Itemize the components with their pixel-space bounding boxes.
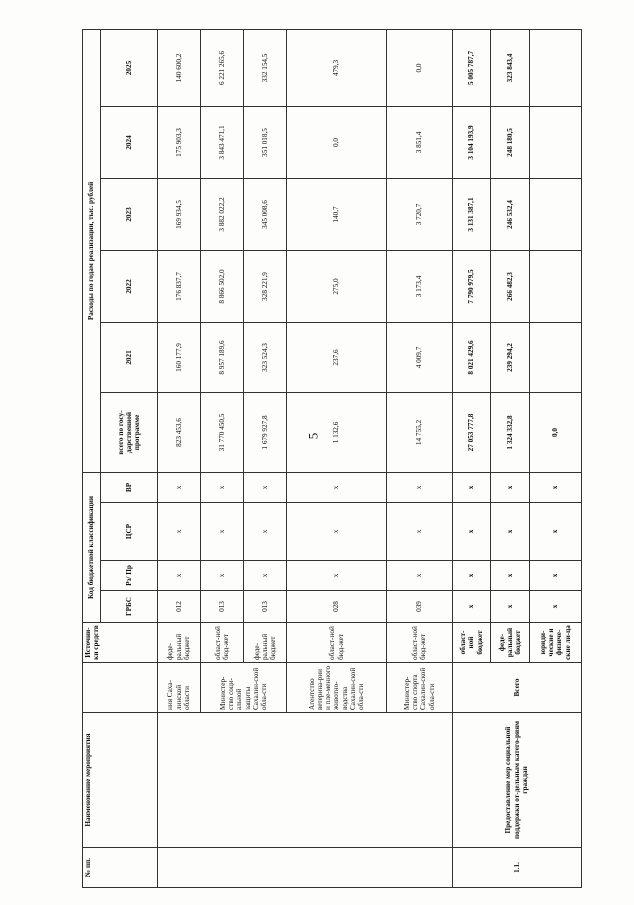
cell-executor: Агентство ветерина-рии и пле-менного животно-водства Сахалин-ской обла-сти (287, 663, 387, 713)
header-sources: Источни-ки средств (83, 623, 158, 663)
cell-vr: x (287, 472, 387, 502)
header-grbs: ГРБС (101, 591, 158, 623)
cell-rzpr: x (200, 561, 243, 591)
header-csr: ЦСР (101, 503, 158, 561)
cell-rzpr: x (491, 561, 530, 591)
cell-2025: 5 005 787,7 (452, 29, 491, 106)
cell-2022: 3 173,4 (386, 250, 452, 322)
cell-2025: 323 843,4 (491, 29, 530, 106)
cell-2023: 169 934,5 (157, 178, 200, 250)
cell-2022: 328 221,9 (244, 250, 287, 322)
cell-2025: 332 154,5 (244, 29, 287, 106)
cell-2021: 160 177,9 (157, 322, 200, 392)
cell-2024: 3 843 471,1 (200, 106, 243, 178)
cell-rzpr: x (529, 561, 581, 591)
cell-2021: 4 009,7 (386, 322, 452, 392)
cell-grbs: 039 (386, 591, 452, 623)
cell-total: 27 053 777,8 (452, 392, 491, 472)
header-year-2021: 2021 (101, 322, 158, 392)
cell-2025: 140 600,2 (157, 29, 200, 106)
cell-2024 (529, 106, 581, 178)
cell-2025: 479,3 (287, 29, 387, 106)
cell-grbs: 013 (244, 591, 287, 623)
cell-2021: 8 957 189,6 (200, 322, 243, 392)
header-year-2023: 2023 (101, 178, 158, 250)
cell-source: феде-ральный бюджет (491, 623, 530, 663)
cell-csr: x (491, 503, 530, 561)
header-executor (83, 663, 158, 713)
cell-2023: 3 882 022,2 (200, 178, 243, 250)
cell-csr: x (157, 503, 200, 561)
cell-2023: 246 532,4 (491, 178, 530, 250)
cell-2022: 275,0 (287, 250, 387, 322)
cell-source: юриди-ческие и физиче-ские ли-ца (529, 623, 581, 663)
cell-grbs: 012 (157, 591, 200, 623)
cell-rzpr: x (244, 561, 287, 591)
cell-rzpr: x (386, 561, 452, 591)
cell-csr: x (386, 503, 452, 561)
page-number: 5 (305, 432, 321, 440)
cell-section-no: 1.1. (452, 848, 581, 888)
cell-2022: 266 482,3 (491, 250, 530, 322)
header-rzpr: Рз/ Пр (101, 561, 158, 591)
cell-source: област-ной бюджет (452, 623, 491, 663)
cell-section-name: Предоставление мер социальной поддержки от-дельным катего-риям граждан (452, 713, 581, 848)
cell-grbs: 013 (200, 591, 243, 623)
cell-total: 1 679 927,8 (244, 392, 287, 472)
cell-2025: 0,0 (386, 29, 452, 106)
header-year-2025: 2025 (101, 29, 158, 106)
cell-csr: x (529, 503, 581, 561)
budget-table (82, 29, 582, 888)
cell-2022 (529, 250, 581, 322)
cell-2023: 3 720,7 (386, 178, 452, 250)
cell-executor: ния Саха-линской области (157, 663, 200, 713)
cell-source: област-ной бюд-жет (287, 623, 387, 663)
cell-vr: x (244, 472, 287, 502)
cell-2024: 0,0 (287, 106, 387, 178)
cell-grbs: 028 (287, 591, 387, 623)
cell-2024: 3 104 193,9 (452, 106, 491, 178)
cell-total: 14 755,2 (386, 392, 452, 472)
cell-grbs: x (529, 591, 581, 623)
cell-source: област-ной бюд-жет (386, 623, 452, 663)
header-year-2024: 2024 (101, 106, 158, 178)
cell-vr: x (491, 472, 530, 502)
cell-executor: Министер-ство соци-альной защиты Сахалин-ской обла-сти (200, 663, 286, 713)
header-year-2022: 2022 (101, 250, 158, 322)
cell-2022: 8 866 502,0 (200, 250, 243, 322)
cell-2023: 345 008,6 (244, 178, 287, 250)
cell-2021: 237,6 (287, 322, 387, 392)
cell-2021: 239 294,2 (491, 322, 530, 392)
header-vr: ВР (101, 472, 158, 502)
cell-executor: Министер-ство спорта Сахалин-ской обла-сти (386, 663, 452, 713)
cell-vr: x (529, 472, 581, 502)
cell-rzpr: x (287, 561, 387, 591)
cell-2024: 248 180,5 (491, 106, 530, 178)
cell-grbs: x (452, 591, 491, 623)
cell-vr: x (200, 472, 243, 502)
cell-source: област-ной бюд-жет (200, 623, 243, 663)
cell-name-empty (157, 713, 452, 848)
cell-2023 (529, 178, 581, 250)
cell-csr: x (200, 503, 243, 561)
cell-2021: 323 524,3 (244, 322, 287, 392)
table-row (157, 29, 200, 887)
cell-2022: 176 837,7 (157, 250, 200, 322)
cell-source: феде-ральный бюджет (157, 623, 200, 663)
header-total: всего по госу-дарственной программе (101, 392, 158, 472)
cell-total: 0,0 (529, 392, 581, 472)
cell-section-executor: Всего (452, 663, 581, 713)
cell-vr: x (157, 472, 200, 502)
cell-csr: x (244, 503, 287, 561)
header-no: № пп. (83, 848, 158, 888)
cell-total: 1 132,6 (287, 392, 387, 472)
cell-2025: 6 221 265,6 (200, 29, 243, 106)
cell-2023: 3 131 387,1 (452, 178, 491, 250)
cell-no-empty (157, 848, 452, 888)
cell-total: 823 453,6 (157, 392, 200, 472)
cell-rzpr: x (157, 561, 200, 591)
cell-grbs: x (491, 591, 530, 623)
cell-csr: x (452, 503, 491, 561)
cell-vr: x (386, 472, 452, 502)
cell-2024: 3 851,4 (386, 106, 452, 178)
cell-total: 1 324 332,8 (491, 392, 530, 472)
cell-2022: 7 790 979,5 (452, 250, 491, 322)
cell-2021: 8 021 429,6 (452, 322, 491, 392)
table-row (452, 29, 491, 887)
cell-2024: 351 018,5 (244, 106, 287, 178)
cell-source: феде-ральный бюджет (244, 623, 287, 663)
cell-2023: 140,7 (287, 178, 387, 250)
cell-csr: x (287, 503, 387, 561)
cell-vr: x (452, 472, 491, 502)
header-budget-code: Код бюджетной классификации (83, 472, 101, 622)
cell-rzpr: x (452, 561, 491, 591)
cell-2021 (529, 322, 581, 392)
cell-total: 31 770 450,5 (200, 392, 243, 472)
rotated-page (82, 30, 582, 888)
cell-2025 (529, 29, 581, 106)
cell-2024: 175 903,3 (157, 106, 200, 178)
header-expenses: Расходы по годам реализации, тыс. рублей (83, 29, 101, 472)
header-name: Наименование мероприятия (83, 713, 158, 848)
